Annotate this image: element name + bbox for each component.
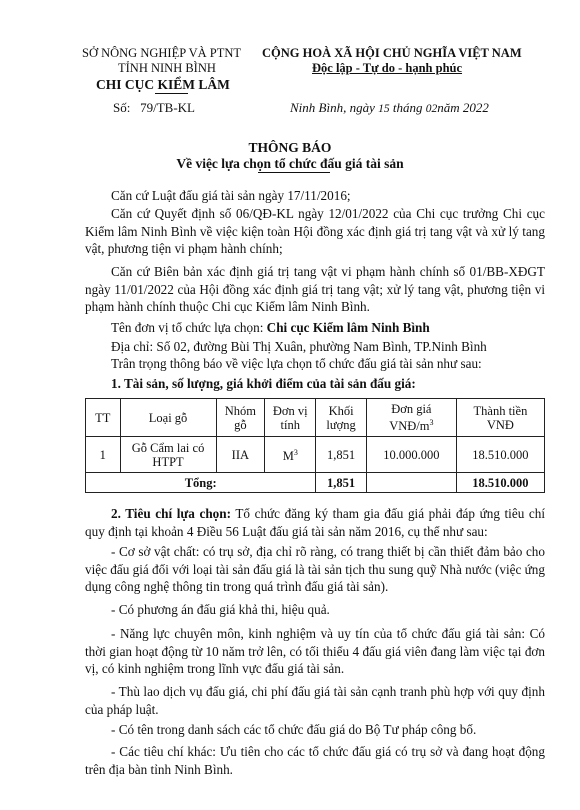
basis-decision: Căn cứ Quyết định số 06/QĐ-KL ngày 12/01/2022 của Chi cục trưởng Chi cục Kiểm lâm Ninh Bình về việc kiện toàn Hội đồng xác định giá trị tang vật và xử lý tang vật, phương tiện vi phạm hành chính;: [85, 206, 545, 256]
month-prefix: tháng: [389, 100, 426, 115]
date-year: năm 2022: [437, 100, 489, 115]
cell-type: Gỗ Cẩm lai có HTPT: [120, 437, 216, 473]
criterion-fee: - Thù lao dịch vụ đấu giá, chi phí đấu giá tài sản cạnh tranh phù hợp với quy định của pháp luật.: [85, 684, 545, 717]
col-total: Thành tiền VNĐ: [456, 399, 544, 437]
col-unit: Đơn vị tính: [265, 399, 316, 437]
doc-subtitle: Về việc lựa chọn tổ chức đấu giá tài sản: [176, 156, 404, 171]
total-volume: 1,851: [316, 473, 366, 493]
doc-title: THÔNG BÁO: [248, 140, 332, 155]
cell-volume: 1,851: [316, 437, 366, 473]
criterion-other: - Các tiêu chí khác: Ưu tiên cho các tổ chức đấu giá có trụ sở và đang hoạt động trên địa bàn tỉnh Ninh Bình.: [85, 744, 545, 777]
cell-unit-price: 10.000.000: [366, 437, 456, 473]
organizer: [85, 319, 545, 337]
section-2-heading: 2. Tiêu chí lựa chọn:: [111, 506, 231, 521]
cell-total: 18.510.000: [456, 437, 544, 473]
basis-record: Căn cứ Biên bản xác định giá trị tang vật vi phạm hành chính số 01/BB-XĐGT ngày 11/01/2022 của Hội đồng xác định giá trị tang vật; xử lý tang vật, phương tiện vi phạm hành chính thuộc Chi cục Kiểm lâm Ninh Bình.: [85, 264, 545, 314]
cell-tt: 1: [86, 437, 121, 473]
col-unit-price-label: Đơn giá VNĐ/m: [389, 401, 432, 434]
org-province: TỈNH NINH BÌNH: [118, 61, 216, 75]
title-underline: [258, 172, 330, 173]
section-2-body: Tổ chức đăng ký tham gia đấu giá phải đáp ứng tiêu chí quy định tại khoản 4 Điều 56 Luật đấu giá tài sản năm 2016, cụ thể như sau:: [85, 506, 546, 539]
table-total-row: [86, 473, 545, 493]
total-empty: [366, 473, 456, 493]
basis-law: Căn cứ Luật đấu giá tài sản ngày 17/11/2016;: [111, 188, 351, 203]
organizer-name: Chi cục Kiểm lâm Ninh Bình: [266, 320, 430, 335]
criterion-capacity: - Năng lực chuyên môn, kinh nghiệm và uy tín của tổ chức đấu giá tài sản: Có thời gian hoạt động từ 10 năm trở lên, có tối thiểu 4 đấu giá viên đang làm việc tại đơn vị, có kinh nghiệm trong lĩnh vực đấu giá tài sản.: [85, 626, 545, 676]
place-date-prefix: Ninh Bình, ngày: [290, 100, 379, 115]
doc-number-value: 79/TB-KL: [140, 100, 195, 115]
table-header-row: [86, 399, 545, 437]
cell-unit-sup: 3: [293, 447, 298, 457]
country-name: CỘNG HOÀ XÃ HỘI CHỦ NGHĨA VIỆT NAM: [262, 46, 522, 60]
col-volume: Khối lượng: [316, 399, 366, 437]
asset-table: [85, 398, 545, 493]
motto: Độc lập - Tự do - hạnh phúc: [312, 61, 463, 75]
criterion-list: - Có tên trong danh sách các tổ chức đấu giá do Bộ Tư pháp công bố.: [111, 722, 477, 737]
org-unit: CHI CỤC KIỂM LÂM: [96, 77, 230, 92]
col-type: Loại gỗ: [120, 399, 216, 437]
doc-number-label: Số:: [113, 100, 131, 115]
criterion-plan: - Có phương án đấu giá khả thi, hiệu quả.: [111, 602, 330, 617]
col-unit-price: [366, 399, 456, 437]
org-underline: [155, 93, 188, 94]
criterion-facilities: - Cơ sở vật chất: có trụ sở, địa chỉ rõ ràng, có trang thiết bị cần thiết đảm bảo cho việc đấu giá đối với loại tài sản đấu giá là tài sản tịch thu sung quỹ Nhà nước (việc ứng dụng công nghệ thông tin trong quá trình đấu giá tài sản).: [85, 544, 545, 594]
date-day: 15: [378, 103, 390, 115]
doc-number: [113, 100, 195, 116]
place-date: [290, 100, 489, 116]
cell-unit-text: M: [282, 449, 294, 464]
col-tt: TT: [86, 399, 121, 437]
organizer-label: Tên đơn vị tổ chức lựa chọn:: [111, 320, 267, 335]
col-group: Nhóm gỗ: [216, 399, 265, 437]
address: Địa chỉ: Số 02, đường Bùi Thị Xuân, phường Nam Bình, TP.Ninh Bình: [111, 339, 487, 354]
date-month: 02: [425, 103, 438, 115]
cell-unit: [265, 437, 316, 473]
org-parent: SỞ NÔNG NGHIỆP VÀ PTNT: [82, 46, 242, 60]
total-label: Tổng:: [86, 473, 316, 493]
col-unit-price-sup: 3: [429, 417, 434, 427]
total-amount: 18.510.000: [456, 473, 544, 493]
notice-line: Trân trọng thông báo về việc lựa chọn tổ chức đấu giá tài sản như sau:: [111, 356, 482, 371]
section-2: [85, 505, 545, 540]
section-1-heading: 1. Tài sản, số lượng, giá khởi điểm của tài sản đấu giá:: [111, 376, 416, 391]
cell-group: IIA: [216, 437, 265, 473]
table-row: [86, 437, 545, 473]
